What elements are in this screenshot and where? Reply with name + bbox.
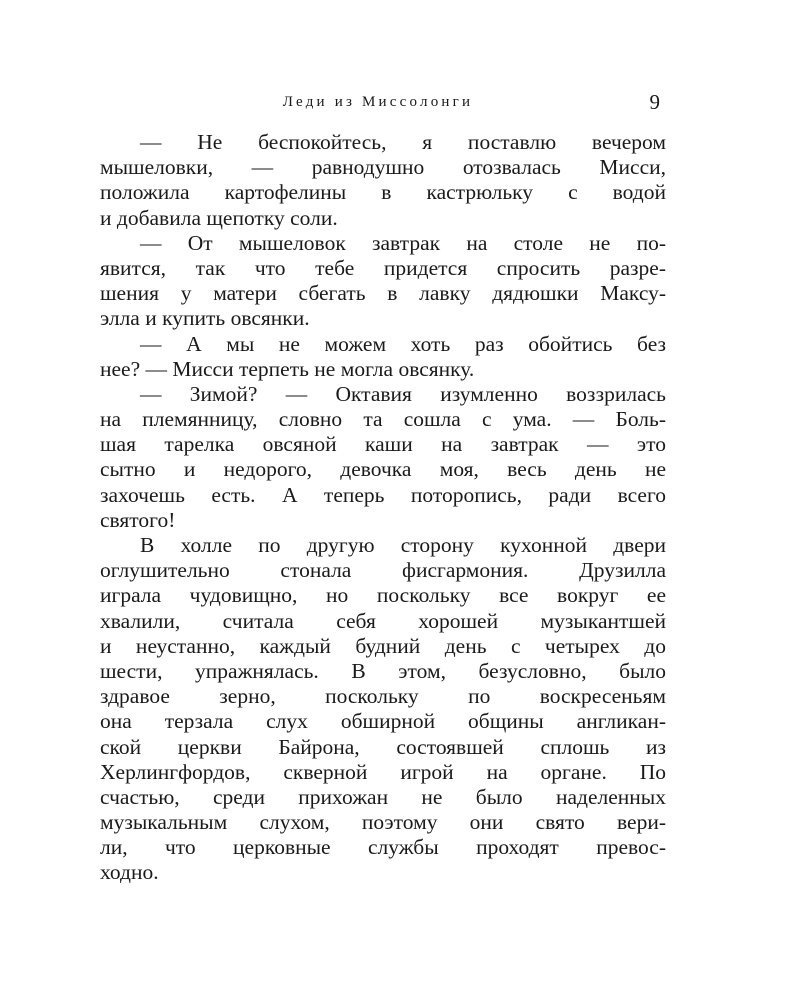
text-line: оглушительно стонала фисгармония. Друзилла: [100, 558, 666, 583]
text-line: шести, упражнялась. В этом, безусловно, было: [100, 658, 666, 683]
text-line: мышеловки, — равнодушно отозвалась Мисси,: [100, 155, 666, 180]
page-header: [136, 92, 666, 116]
text-line: шая тарелка овсяной каши на завтрак — это: [100, 432, 666, 457]
text-line: сытно и недорого, девочка моя, весь день не: [100, 457, 666, 482]
text-line: на племянницу, словно та сошла с ума. — Боль-: [100, 407, 666, 432]
body-text: [100, 130, 666, 886]
text-line: В холле по другую сторону кухонной двери: [140, 533, 666, 557]
text-line: ли, что церковные службы проходят превос-: [100, 835, 666, 860]
text-line: — От мышеловок завтрак на столе не по-: [140, 230, 666, 255]
text-line: она терзала слух обширной общины англикан-: [100, 709, 666, 734]
text-line: ходно.: [100, 860, 159, 885]
text-line: хвалили, считала себя хорошей музыкантшей: [100, 608, 666, 633]
text-line: нее? — Мисси терпеть не могла овсянку.: [100, 356, 475, 381]
text-line: Херлингфордов, скверной игрой на органе. По: [100, 759, 666, 784]
text-line: святого!: [100, 507, 176, 532]
text-line: музыкальным слухом, поэтому они свято вери-: [100, 810, 666, 835]
text-line: и добавила щепотку соли.: [100, 205, 338, 230]
text-line: элла и купить овсянки.: [100, 306, 310, 331]
text-line: — А мы не можем хоть раз обойтись без: [140, 331, 666, 356]
text-line: счастью, среди прихожан не было наделенных: [100, 784, 666, 809]
running-title: Леди из Миссолонги: [282, 94, 474, 110]
text-line: — Зимой? — Октавия изумленно воззрилась: [140, 381, 666, 406]
text-line: здравое зерно, поскольку по воскресеньям: [100, 684, 666, 709]
text-line: шения у матери сбегать в лавку дядюшки Максу-: [100, 281, 666, 306]
text-line: ской церкви Байрона, состоявшей сплошь из: [100, 734, 666, 759]
text-line: и неустанно, каждый будний день с четырех до: [100, 633, 666, 658]
text-line: захочешь есть. А теперь поторопись, ради всего: [100, 482, 666, 507]
page-number: 9: [649, 90, 660, 114]
text-line: играла чудовищно, но поскольку все вокруг ее: [100, 583, 666, 608]
text-line: явится, так что тебе придется спросить разре-: [100, 255, 666, 280]
text-line: положила картофелины в кастрюльку с водой: [100, 180, 666, 205]
text-line: — Не беспокойтесь, я поставлю вечером: [140, 130, 666, 154]
